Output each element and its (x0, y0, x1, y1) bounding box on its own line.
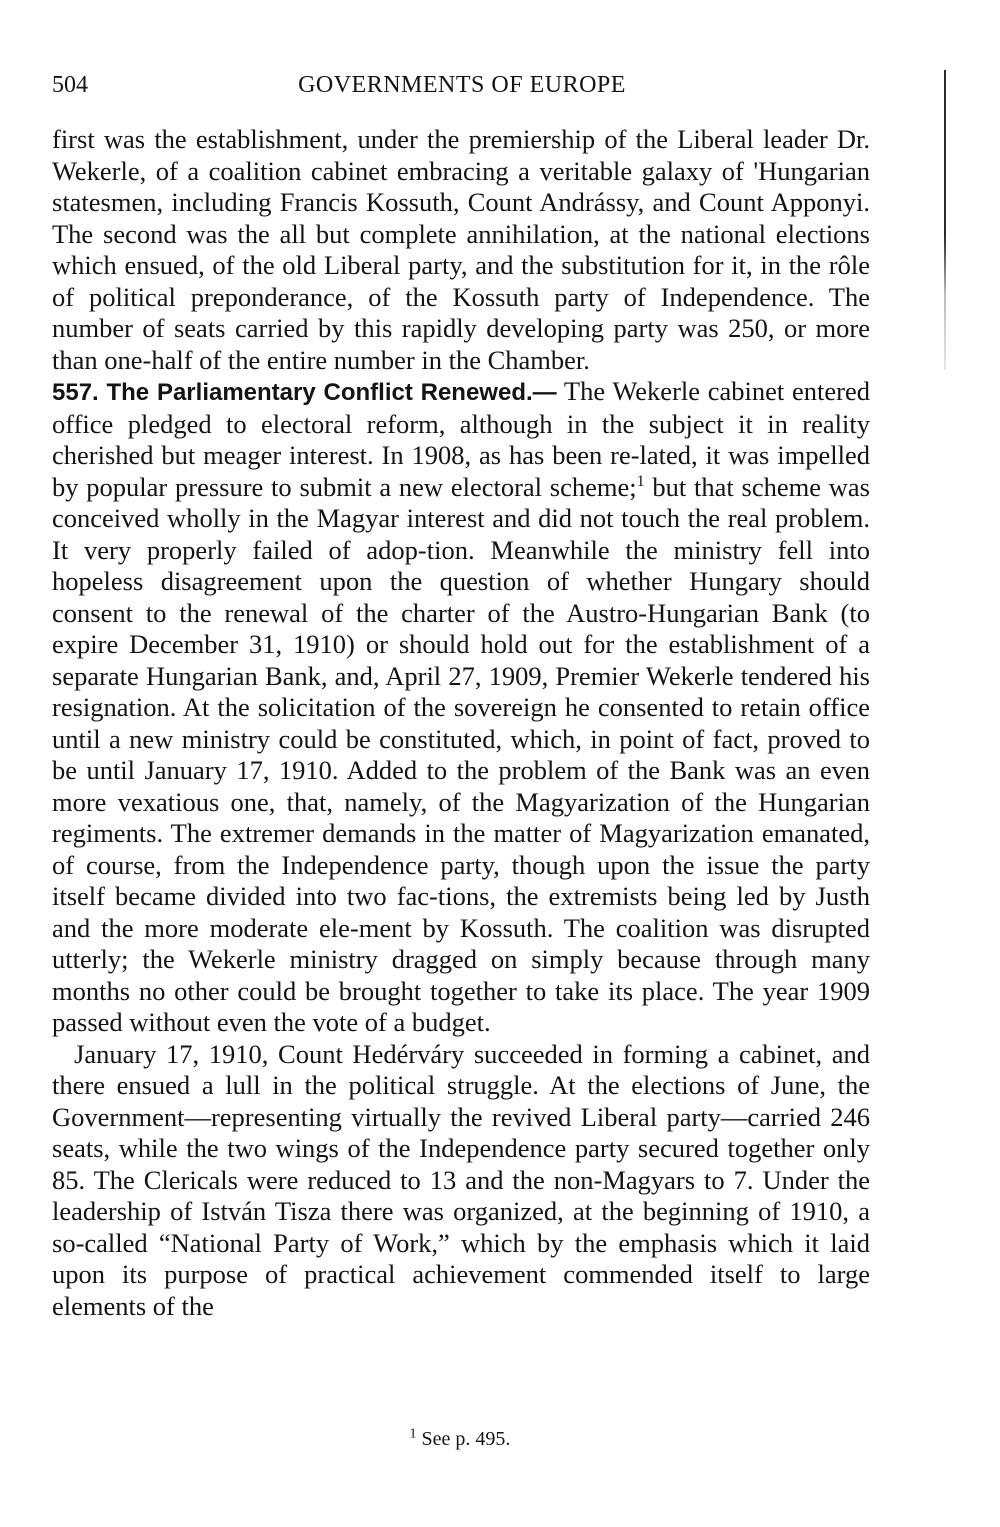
footnote-mark: 1 (409, 1426, 417, 1442)
page-edge-rule (944, 70, 946, 370)
section-number: 557. (52, 379, 99, 406)
paragraph-continuation (52, 124, 870, 376)
page-header (52, 72, 872, 102)
paragraph-3-text: January 17, 1910, Count Hedérváry succeeded in forming a cabinet, and there ensued a lull in the political struggle. At the elections of June, the Government—representing virtually the revived Liberal party—carried 246 seats, while the two wings of the Independence party secured together only 85. The Clericals were reduced to 13 and the non-Magyars to 7. Under the leadership of István Tisza there was organized, at the beginning of 1910, a so-called “National Party of Work,” which by the emphasis which it laid upon its purpose of practical achievement commended itself to large elements of the (52, 1038, 870, 1321)
page-number: 504 (52, 72, 88, 98)
section-557-text-part-2: but that scheme was conceived wholly in the Magyar interest and did not touch the real problem. It very properly failed of adop-tion. Meanwhile the ministry fell into hopeless disagreement upon the question of whether Hungary should consent to the renewal of the charter of the Austro-Hungarian Bank (to expire December 31, 1910) or should hold out for the establishment of a separate Hungarian Bank, and, April 27, 1909, Premier Wekerle tendered his resignation. At the solicitation of the sovereign he consented to retain office until a new ministry could be constituted, which, in point of fact, proved to be until January 17, 1910. Added to the problem of the Bank was an even more vexatious one, that, namely, of the Magyarization of the Hungarian regiments. The extremer demands in the matter of Magyarization emanated, of course, from the Independence party, though upon the issue the party itself became divided into two fac-tions, the extremists being led by Justh and the more moderate ele-ment by Kossuth. The coalition was disrupted utterly; the Wekerle ministry dragged on simply because through many months no other could be brought together to take its place. The year 1909 passed without even the vote of a budget. (52, 471, 870, 1037)
footnote (0, 1428, 920, 1451)
running-title: GOVERNMENTS OF EUROPE (298, 72, 626, 98)
body-text (52, 124, 870, 1322)
paragraph-1-text: first was the establishment, under the premiership of the Liberal leader Dr. Wekerle, of a coalition cabinet embracing a veritable galaxy of 'Hungarian statesmen, including Francis Kossuth, Count Andrássy, and Count Apponyi. The second was the all but complete annihilation, at the national elections which ensued, of the old Liberal party, and the substitution for it, in the rôle of political preponderance, of the Kossuth party of Independence. The number of seats carried by this rapidly developing party was 250, or more than one-half of the entire number in the Chamber. (52, 124, 870, 375)
footnote-text: See p. 495. (421, 1428, 511, 1450)
section-title: The Parliamentary Conflict Renewed.— (106, 379, 557, 406)
footnote-reference: 1 (636, 472, 645, 490)
section-557-paragraph (52, 376, 870, 1039)
section-557-text-part-1: The Wekerle cabinet entered office pledged to electoral reform, although in the subject it in reality cherished but meager interest. In 1908, as has been re-lated, it was impelled by popular pressure to submit a new electoral scheme; (52, 376, 871, 502)
paragraph-3 (52, 1039, 870, 1323)
